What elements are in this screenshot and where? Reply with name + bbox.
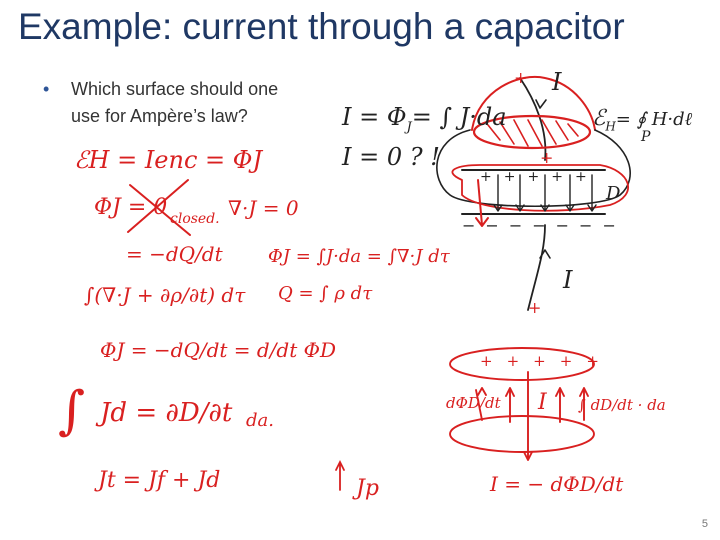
question-line-2: use for Ampère’s law? — [71, 106, 248, 126]
eq-charge-integral: Q = ∫ ρ dτ — [278, 283, 373, 304]
eq-total-current: Jt = Jf + Jd — [98, 468, 221, 493]
jp-arrow — [336, 462, 344, 490]
label-d-field: D — [606, 183, 621, 204]
eq-flux-divergence: ΦJ = ∫J·da = ∫∇·J dτ — [268, 246, 450, 267]
current-flux-label: I = Φ — [342, 103, 407, 131]
page-number: 5 — [701, 518, 708, 530]
eq-div-j-zero: ∇·J = 0 — [228, 196, 299, 220]
bplus-2: + — [506, 352, 534, 370]
eq-flux-d: ΦJ = −dQ/dt = d/dt ΦD — [100, 338, 337, 362]
bplus-4: + — [559, 352, 587, 370]
plus-2: + — [503, 169, 528, 185]
plus-plate-1: + — [540, 148, 554, 167]
label-current-mid: I — [538, 390, 547, 415]
bullet-dot: • — [43, 79, 50, 99]
label-flux-left: dΦD/dt — [446, 394, 501, 412]
eq-current-flux — [342, 105, 507, 134]
eq-flux-zero: ΦJ = 0 — [94, 195, 168, 220]
eq-current-flux-d: I = − dΦD/dt — [490, 472, 624, 496]
slide-title: Example: current through a capacitor — [18, 6, 625, 47]
emf-symbol: ℰ — [592, 106, 606, 131]
plus-top-wire: + — [514, 68, 528, 87]
minus-1: − — [462, 216, 486, 235]
label-flux-right: ∫ dD/dt · da — [578, 396, 666, 414]
plus-4: + — [551, 169, 575, 185]
plus-1: + — [480, 169, 504, 185]
plus-3: + — [527, 169, 552, 185]
eq-displacement-current: Jd = ∂D/∂t — [100, 398, 233, 428]
label-current-bottom: I — [563, 266, 573, 294]
minus-4: − — [532, 216, 556, 235]
label-path-p: P — [641, 129, 651, 145]
minus-6: − — [579, 216, 603, 235]
minus-row — [462, 218, 626, 234]
label-jp: Jp — [356, 476, 379, 501]
emf-sub: H — [605, 119, 616, 134]
current-flux-sub: J — [406, 119, 412, 135]
emf-rhs: = ∮ H·dℓ — [615, 109, 693, 130]
current-flux-integral: = ∫ J·da — [411, 103, 507, 131]
label-da: da. — [246, 410, 274, 431]
plus-5: + — [574, 169, 599, 185]
label-closed: closed. — [170, 211, 220, 227]
integral-sign: ∫ — [58, 381, 86, 441]
plus-bottom-row — [480, 354, 613, 369]
bplus-5: + — [586, 352, 613, 370]
eq-continuity-integral: ∫(∇·J + ∂ρ/∂t) dτ — [84, 283, 246, 307]
plus-row — [480, 170, 599, 184]
plus-wire-bottom: + — [528, 298, 542, 317]
bplus-1: + — [480, 352, 507, 370]
minus-3: − — [508, 216, 533, 235]
minus-2: − — [485, 216, 509, 235]
eq-minus-dq-dt: = −dQ/dt — [126, 242, 223, 266]
bplus-3: + — [533, 352, 560, 370]
eq-current-zero: I = 0 ? ! — [342, 143, 440, 171]
label-current-top: I — [552, 68, 562, 96]
minus-5: − — [555, 216, 580, 235]
minus-7: − — [602, 216, 626, 235]
eq-emf-ienc: ℰH = Ienc = ΦJ — [74, 146, 263, 174]
question-line-1: Which surface should one — [71, 79, 279, 99]
